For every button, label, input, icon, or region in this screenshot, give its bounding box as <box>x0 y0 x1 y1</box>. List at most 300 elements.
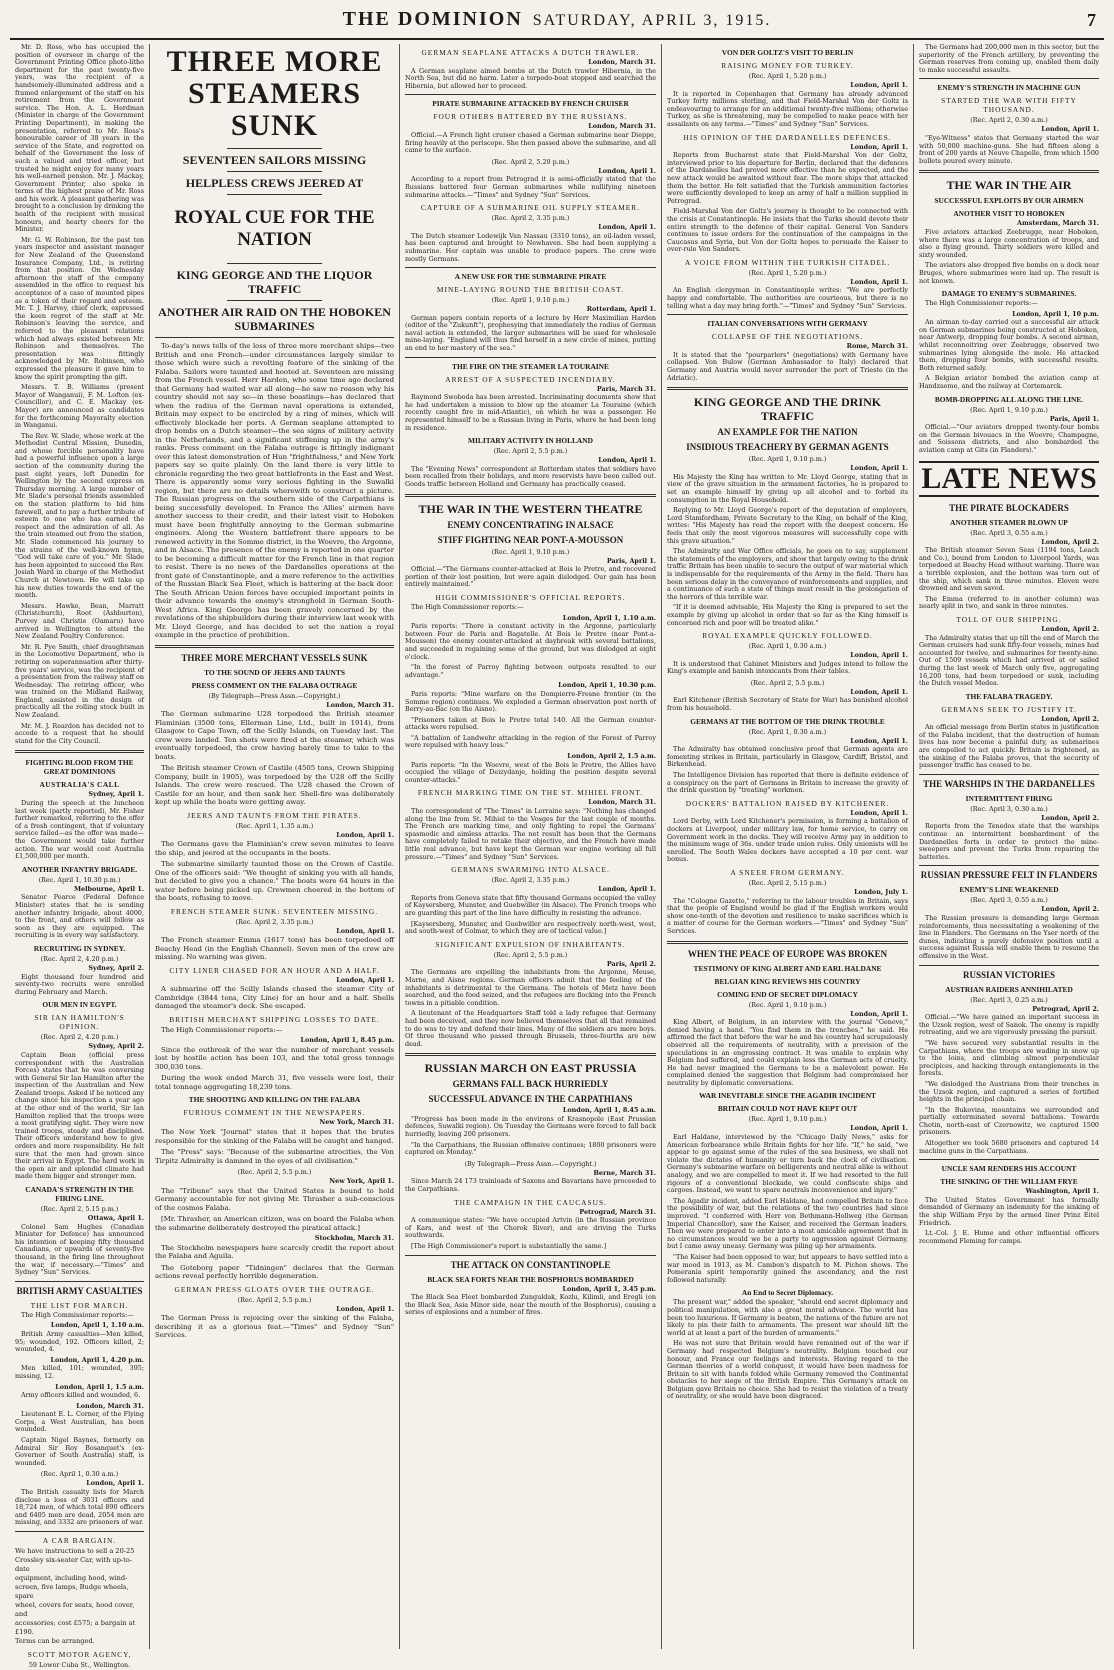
received-line: (Rec. April 1, 9.10 p.m.) <box>970 405 1048 414</box>
paragraph: His Majesty the King has written to Mr. Lloyd George, stating that in view of the grave situation in the armament factories, he is prepared to set an example himself by giving up all alcohol and to forbid its consumption in the Royal Household. <box>667 472 908 504</box>
paragraph: Mr. R. Pye Smith, chief draughtsman in the Locomotive Department, who is retiring on superannuation after thirty-five years' service, was the recipient of a presentation from the railway staff on Wednesday. The retiring officer, who was trained on the Midland Railway, England, assisted in the design of practically all the rolling stock built in New Zealand. <box>15 642 144 720</box>
paragraph: Mr. D. Ross, who has occupied the position of overseer in charge of the Government Printing Office photo-litho department for the past twenty-five years, was the recipient of a handsomely-illuminated address and a framed enlargement of the staff on his retirement from the Government service. The Hon. A. L. Herdman (Minister in charge of the Government Printing Department), in making the presentation, referred to Mr. Ross's honourable career of 38 years in the service of the State, and regretted on behalf of the Government the loss of such a valued and tried officer, but trusted he might enjoy for many years his well-earned pension. Mr. J. Mackay, Government Printer, also spoke in terms of the highest praise of Mr. Ross and his work. A pleasant gathering was brought to a conclusion by drinking the health of the recipient with musical honours, and hearty cheers for the Minister. <box>15 43 144 234</box>
paragraph: The French steamer Emma (1617 tons) has been torpedoed off Beachy Head (in the English Channel). Seven men of the crew are missing. No warning was given. <box>155 936 394 962</box>
paragraph: Army officers killed and wounded, 6. <box>21 1391 141 1400</box>
received-line: (Rec. April 2, 4.20 p.m.) <box>40 954 119 963</box>
dateline: London, April 2. <box>1041 813 1099 822</box>
dateline: London, April 1. <box>850 142 908 151</box>
subheadline: SIR IAN HAMILTON'S OPINION. <box>34 1013 125 1032</box>
paragraph: He was not sure that Britain would have remained out of the war if Germany had respected Belgium's neutrality. Belgium touched our honour, and France our feelings and interests. Having regard to the German theories of a world conquest, it would have been madness for Britain to sit with hands folded while Germany removed the Continental obstacles to her siege of the British Empire. This Germany's attack on Belgium gave Britain no choice. She had to resist the violation of a treaty of neutrality, or she would have been disgraced. <box>667 1339 908 1401</box>
paragraph: The aviators also dropped five bombs on a dock near Bruges, where submarines were laid up. The result is not known. <box>919 261 1099 285</box>
dateline: Ottawa, April 1. <box>87 1214 144 1222</box>
paragraph: Paris reports: "In the Woevre, west of the Bois le Pretre, the Allies have occupied the village of Deizydanje, holding the position despite several counter-attacks." <box>405 760 656 784</box>
dateline: London, April 1. <box>598 885 656 894</box>
deck-headline: ANOTHER AIR RAID ON THE HOBOKEN SUBMARINES <box>158 305 391 333</box>
subheadline: FOUR OTHERS BATTERED BY THE RUSSIANS. <box>433 112 628 122</box>
paragraph: Lieutenant E. L. Corner, of the Flying Corps, a West Australian, has been wounded. <box>15 1410 144 1434</box>
dateline: London, April 2. <box>1041 714 1099 723</box>
paragraph: Mr. M. J. Reardon has decided not to accede to a request that he should stand for the City Council. <box>15 721 144 745</box>
paragraph: The Russian pressure is demanding large German reinforcements, thus necessitating a weakening of the line in Flanders. The Germans on the Yser north of the dunes, indicating a purely defensive position until a success against Russia will enable them to resume the offensive in the West. <box>919 914 1099 960</box>
subheadline: ROYAL EXAMPLE QUICKLY FOLLOWED. <box>702 631 873 641</box>
credit-line: (By Telegraph—Press Assn.—Copyright.) <box>464 1159 597 1168</box>
subheadline: GERMAN SEAPLANE ATTACKS A DUTCH TRAWLER. <box>421 48 640 57</box>
paragraph: King Albert, of Belgium, in an interview with the journal "Geneve," denied having a hand. "You find them in the trenches," he said. He affirmed the fact that before the war he and his country had scrupulously observed all the requirements of neutrality, with a prevision of the speculations in an engrossing contract. It was unable to explain why Belgium had suffered, and could explain less the German acts of cruelty. He had never imagined the Germans to be a malevolent power. He complained denied the suggestion that Belgium had compromised her neutrality by diplomatic conversations. <box>667 1018 908 1087</box>
paragraph: "Progress has been made in the environs of Krasnopole (East Prussian defences, Suwalki region). On Tuesday the Germans were forced to fall back hurriedly, leaving 200 prisoners. <box>405 1114 656 1139</box>
column-3 <box>400 44 662 1649</box>
dateline: London, April 1. <box>850 651 908 660</box>
received-line: (Rec. April 1, 5.20 p.m.) <box>748 268 827 277</box>
ad-line: screen, five lamps, Budge wheels, spare <box>15 1583 129 1600</box>
dateline: London, April 1, 10 p.m. <box>1012 309 1099 318</box>
headline: RUSSIAN VICTORIES <box>963 969 1055 980</box>
subheadline: JEERS AND TAUNTS FROM THE PIRATES. <box>187 810 362 820</box>
dateline: Amsterdam, March 31. <box>1017 219 1099 228</box>
headline: KING GEORGE AND THE DRINK TRAFFIC <box>693 395 882 424</box>
subheadline: STARTED THE WAR WITH FIFTY THOUSAND. <box>941 96 1077 115</box>
received-line: (Rec. April 1, 0.30 a.m.) <box>40 1470 119 1479</box>
dateline: London, April 2. <box>1041 905 1099 914</box>
received-line: (Rec. April 2, 5.5 p.m.) <box>237 1168 312 1177</box>
subheadline: TOLL OF OUR SHIPPING. <box>956 614 1062 624</box>
paragraph: Men killed, 101; wounded, 395; missing, 12. <box>15 1364 144 1380</box>
subheadline: MINE-LAYING ROUND THE BRITISH COAST. <box>436 285 625 295</box>
subheadline: PRESS COMMENT ON THE FALABA OUTRAGE <box>191 680 358 690</box>
paragraph: Messrs. T. B. Williams (present Mayor of Wanganui), F. M. Lofton (ex-Councillor), and C. E. Mackay (ex-Mayor) are announced as candidates for the forthcoming Mayoralty election in Wanganui. <box>15 383 144 430</box>
paragraph: Earl Haldane, interviewed by the "Chicago Daily News," asks for American forbearance while Britain fights for her life. "If," he said, "we appear to go against some of the rules of the sea business, we shall not violate the dictates of humanity or turn back the clock of civilisation. Germany's submarine warfare on belligerents and neutral alike is without analogy, and we are compelled to meet it. If we had resorted to the full rigours of a conventional blockade, we could confiscate ships and cargoes. Instead, we want to spare neutrals inconvenience and injury." <box>667 1133 908 1195</box>
paragraph: During the week ended March 31, five vessels were lost, their total tonnage aggregating 18,239 tons. <box>155 1074 394 1091</box>
received-line: (Rec. April 1, 9.10 p.m.) <box>491 296 570 305</box>
dateline: Stockholm, March 31. <box>314 1234 394 1243</box>
dateline: London, April 1, 10.30 p.m. <box>558 681 656 690</box>
paragraph: It is stated that the "pourparlers" (negotiations) with Germany have collapsed. Von Bulow (German Ambassador to Italy) declared that Germany and Austria would never surrender the port of Trieste (in the Adriatic). <box>667 350 908 382</box>
paragraph: The High Commissioner reports:— <box>161 1025 283 1034</box>
subheadline: BRITAIN COULD NOT HAVE KEPT OUT <box>717 1104 858 1114</box>
paragraph: During the speech at the luncheon last week (partly reported), Mr. Fisher further remarked, referring to the offer of a fresh contingent, that if voluntary service failed—as the offer was made—the Government would take further action. The war would cost Australia £1,500,000 per month. <box>15 799 144 861</box>
paragraph: "We dislodged the Austrians from their trenches in the Uzsok region, and captured a series of fortified heights in the principal chain. <box>919 1079 1099 1104</box>
subheadline: HIS OPINION OF THE DARDANELLES DEFENCES. <box>683 132 892 142</box>
summary-paragraph: To-day's news tells of the loss of three more merchant ships—two British and one French—under circumstances largely similar to those which were such a revolting feature of the sinking of the Falaba. Sailors were taunted and hooted at. Seventeen are missing from the French vessel. Herr Harden, who some time ago declared that Germany had waited war all along—he saw no reason why his country should not say so—in these boastings—has declared that when the radius of the German naval operations is extended, Britain may expect to be encircled by a ring of mines, which will effectively blockade her ports. A German seaplane attempted to drop bombs on a Dutch steamer—the sea signs of military activity in the Netherlands, and a significant stiffening up in the army's ranks. Press comment on the Falaba outrage is fittingly indignant over this latest demonstration of Hun "frightfulness," and New York papers say so quite plainly. On the land there is very little to chronicle regarding the two great battlefronts in the East and West. There is apparently some very serious fighting in the Suwalki region, but there are no details wherewith to construct a picture. The Russian progress on the southern side of the Carpathians is being successfully developed. In France the Allies' airmen have another success to their credit, and their latest visit to Hoboken must have been frightfully annoying to the German submarine engineers. Along the Western battlefront there appears to be renewed activity in the Somme district, in the Woevre, the Argonne, and in Alsace. The presence of the enemy is reported in one quarter to be becoming a difficult matter for the French line in that region to resist. There is no news of the Dardanelles operations at the front gate of Constantinople, and a mere reference to the activities of the Russian Black Sea Fleet, which is battering at the back door. The South African Union forces have occupied important points in their advance towards the enemy's stronghold in German South-West Africa. King George has been gravely concerned by the revelations of the shipbuilders during their interview last week with Mr. Lloyd George, and has decided to set the nation a royal example in the practice of prohibition. <box>155 342 394 639</box>
masthead-title: THE DOMINION <box>342 8 523 30</box>
subheadline: AUSTRIAN RAIDERS ANNIHILATED <box>945 984 1073 994</box>
paragraph: The German Press is rejoicing over the sinking of the Falaba, describing it as a glorious feat.—"Times" and Sydney "Sun" Services. <box>155 1314 394 1340</box>
headline: ENEMY'S STRENGTH IN MACHINE GUN <box>937 83 1081 93</box>
received-line: (Rec. April 2, 3.35 p.m.) <box>491 214 570 223</box>
paragraph: The "Tribune" says that the United States is bound to hold Germany accountable for not giving Mr. Thrasher a sub-conscious of the cosmos Falaba. <box>155 1186 394 1212</box>
paragraph: "In the Bukovina, mountains we surrounded and partially exterminated several battalions. Towards Chotin, north-east of Czernowitz, we captured 1500 prisoners. <box>919 1105 1099 1137</box>
column-1 <box>10 43 150 1669</box>
column-4 <box>662 44 914 1649</box>
ad-line: Terms can be arranged. <box>15 1637 95 1645</box>
headline: FIGHTING BLOOD FROM THE GREAT DOMINIONS <box>25 758 134 777</box>
paragraph: Colonel Sam Hughes (Canadian Minister for Defence) has announced his intention of keeping fifty thousand Canadians, or upwards of seventy-five thousand, in the firing line throughout the war, if necessary.—"Times" and Sydney "Sun" Services. <box>15 1222 144 1277</box>
dateline: London, April 1. <box>850 1124 908 1133</box>
subheadline: THE CAMPAIGN IN THE CAUCASUS. <box>454 1197 607 1207</box>
received-line: (Rec. April 1, 9.10 p.m.) <box>748 1115 827 1124</box>
paragraph: An English clergyman in Constantinople writes: "We are perfectly happy and comfortable. The authorities are courteous, but there is no telling what a day may bring forth."—"Times" and Sydney "Sun" Services. <box>667 286 908 310</box>
paragraph: Senator Pearce (Federal Defence Minister) states that he is sending another infantry brigade, about 4000, to the front, and others will follow as soon as they are equipped. The recruiting is in every way satisfactory. <box>15 893 144 940</box>
classified-ad <box>15 1536 144 1670</box>
paragraph: According to a report from Petrograd it is semi-officially stated that the Russians battered four German submarines while nullifying nineteen submarine attacks.—"Times" and Sydney "Sun" Services. <box>405 175 656 199</box>
paragraph: Reports from the Tenedos state that the warships continue an intermittent bombardment of the Dardanelles forts in order to protect the mine-sweepers and prevent the Turks from repairing the batteries. <box>919 822 1099 861</box>
headline: VON DER GOLTZ'S VISIT TO BERLIN <box>721 48 854 57</box>
subheadline: FRENCH MARKING TIME ON THE ST. MIHIEL FRONT. <box>417 788 644 798</box>
dateline: New York, April 1. <box>329 1177 394 1186</box>
dateline: London, April 1, 1.10 a.m. <box>562 613 656 622</box>
paragraph: Since the outbreak of the war the number of merchant vessels lost by hostile action has been 103, and the total gross tonnage 300,030 tons. <box>155 1045 394 1071</box>
subheadline: INTERMITTENT FIRING <box>965 793 1053 803</box>
received-line: (Rec. April 2, 5.5 p.m.) <box>237 1295 312 1304</box>
paragraph: The "Press" says: "Because of the submarine atrocities, the Von Tirpitz Admiralty is damned in the eyes of all civilisation." <box>155 1148 394 1165</box>
subheadline: TO THE SOUND OF JEERS AND TAUNTS <box>204 667 345 677</box>
subheadline: A VOICE FROM WITHIN THE TURKISH CITADEL. <box>684 257 891 267</box>
subheadline: ANOTHER INFANTRY BRIGADE. <box>21 864 138 874</box>
paragraph: A communique states: "We have occupied Artvin (in the Russian province of Kars, and west of the Chorok River), and are driving the Turks southwards. <box>405 1216 656 1240</box>
paragraph: Captain Nigel Baynes, formerly on Admiral Sir Roy Bosanquet's (ex-Governor of South Australia) staff, is wounded. <box>15 1436 144 1467</box>
paragraph: Messrs. Hawke, Bean, Marratt (Christchurch), Root (Ashburton), Purvey and Christie (Oamaru) have arrived in Wellington to attend the New Zealand Poultry Conference. <box>15 601 144 641</box>
received-line: (Rec. April 1, 1.35 a.m.) <box>235 821 314 830</box>
column-2 <box>150 44 400 1649</box>
paragraph: "In the forest of Parroy fighting between outposts resulted to our advantage." <box>405 663 656 679</box>
deck-headline: SEVENTEEN SAILORS MISSING <box>182 153 367 167</box>
received-line: (Rec. April 2, 5.5 p.m.) <box>493 447 568 456</box>
dateline: London, April 1. <box>850 687 908 696</box>
paragraph: It is understood that Cabinet Ministers and Judges intend to follow the King's example and banish intoxicants from their tables. <box>667 659 908 676</box>
paragraph: Paris reports: "There is constant activity in the Argonne, particularly between Four de Paris and Bagatelle. At Bois le Pretre (near Pont-a-Mousson) the enemy counter-attacked at daybreak with several battalions, and succeeded in regaining some of the ground, but was dislodged at eight o'clock. <box>405 622 656 661</box>
paragraph: The Agadir incident, added Earl Haldane, had compelled Britain to face the possibility of war, but the relations of the two countries had since improved. "I conferred with Herr von Bethmann-Hollweg (the German Imperial Chancellor), saw the Kaiser, and received the German leaders. Then we were prepared to enter into a most amicable agreement that in no circumstances would we be a party to aggression against Germany, but I came away uneasy. Germany was piling up her armaments. <box>667 1196 908 1251</box>
subheadline: RAISING MONEY FOR TURKEY. <box>721 61 854 70</box>
paragraph: Captain Bean (official press correspondent with the Australian Forces) states that he was conversing with General Sir Ian Hamilton after the inspection of the Australian and New Zealand troops. Asked if he noticed any change since his inspection a year ago at the other end of the world, Sir Ian Hamilton replied that the troops were a most gratifying sight. They were now trained troops, steady and disciplined. Their officers understand how to give orders and more responsibility. He felt sure that the men had grown since their arrival in Egypt. The hard work in the open air and splendid climate had made them bigger and stronger men. <box>15 1050 144 1181</box>
subheadline: BOMB-DROPPING ALL ALONG THE LINE. <box>934 394 1084 404</box>
subheadline: ANOTHER STEAMER BLOWN UP <box>950 517 1068 527</box>
subheadline: DOCKERS' BATTALION RAISED BY KITCHENER. <box>685 798 890 808</box>
subheadline: OUR MEN IN EGYPT. <box>42 1000 117 1010</box>
received-line: (Rec. April 2, 0.30 a.m.) <box>970 116 1048 125</box>
paragraph: German papers contain reports of a lecture by Herr Maximilian Harden (editor of the "Zukunft"), prophesying that immediately the radius of German naval action is extended, the larger submarines will be used for wholesale mine-laying. "England will thus find herself in a new circle of mines, putting an end to her mastery of the sea." <box>405 313 656 353</box>
subheadline: FURIOUS COMMENT IN THE NEWSPAPERS. <box>183 1108 366 1118</box>
paragraph: The Emma (referred to in another column) was nearly split in two, and sank in three minutes. <box>919 594 1099 611</box>
paragraph: "A battalion of Landwehr attacking in the region of the Forest of Parroy were repulsed with heavy loss." <box>405 733 656 750</box>
paragraph: Lord Derby, with Lord Kitchener's permission, is forming a battalion of dockers at Liverpool, under military law, for home service, to carry on Government work in the docks. They will receive Army pay in addition to the minimum wage of 36s. under trade union rules. Only unionists will be enrolled. The South Wales dockers have accepted a 10 per cent. war bonus. <box>667 817 908 864</box>
ad-line: wheel, covers for seats, hood cover, and <box>15 1601 135 1618</box>
paragraph: Official.—"Our aviators dropped twenty-four bombs on the German bivouacs in the Woevre, Champagne, and Soissons districts, and also bombarded the aviation camp at Gits (in Flanders)." <box>919 423 1099 454</box>
dateline: London, April 1. <box>336 975 394 984</box>
late-news-banner: LATE NEWS <box>919 461 1099 497</box>
headline: THE ATTACK ON CONSTANTINOPLE <box>450 1259 611 1270</box>
received-line: (Rec. April 2, 3.35 p.m.) <box>235 917 314 926</box>
paragraph: The "Evening News" correspondent at Rotterdam states that soldiers have been recalled from their holidays, and more reservists have been called out. Goods traffic between Holland and Germany has practically ceased. <box>405 464 656 488</box>
dateline: London, April 1, 1.5 a.m. <box>55 1382 144 1391</box>
ad-address: 59 Lower Cuba St., Wellington. <box>28 1661 131 1669</box>
dateline: London, July 1. <box>854 887 908 896</box>
subheadline: BLACK SEA FORTS NEAR THE BOSPHORUS BOMBARDED <box>427 1274 634 1284</box>
paragraph: Mr. G. W. Robinson, for the past ten years inspector and assistant manager for New Zealand of the Queensland Insurance Company, Ltd., is retiring from that position. On Wednesday afternoon the staff of the company assembled in the office to request his acceptance of a case of mounted pipes as a token of their regard and esteem. Mr. T. J. Harvey, chief clerk, expressed the keen regret of the staff at Mr. Robinson's leaving the service, and referred to the pleasant relations which had always existed between Mr. Robinson and themselves. The presentation was fittingly acknowledged by Mr. Robinson, who expressed the pleasure it gave him to know the spirit prompting the gift. <box>15 235 144 381</box>
paragraph: Since March 24 173 trainloads of Saxons and Bavarians have proceeded to the Carpathians. <box>405 1177 656 1194</box>
dateline: London, April 2. <box>1041 537 1099 546</box>
dateline: London, April 2, 1.5 a.m. <box>567 752 656 761</box>
subheadline: SUCCESSFUL ADVANCE IN THE CARPATHIANS <box>428 1094 633 1105</box>
paragraph: A lieutenant of the Headquarters Staff told a lady refugee that Germany had been deceived, and they now believed themselves that all that remained to do was to try and defend their lines. Many of the soldiers are mere boys. Of three thousand who passed through Brussels, three-fourths are now dead. <box>405 1009 656 1048</box>
dateline: London, April 1. <box>850 808 908 817</box>
subheadline: BELGIAN KING REVIEWS HIS COUNTRY <box>714 976 861 986</box>
headline: WHEN THE PEACE OF EUROPE WAS BROKEN <box>687 948 888 959</box>
subheadline: GERMANS FALL BACK HURRIEDLY <box>452 1079 609 1090</box>
ad-line: Crossley six-seater Car, with up-to-date <box>15 1556 132 1573</box>
paragraph: "If it is deemed advisable, His Majesty the King is prepared to set the example by giving up alcohol in order that so far as the King himself is concerned rich and poor will be treated alike." <box>667 603 908 627</box>
received-line: (Rec. April 1, 0.30 a.m.) <box>748 642 827 651</box>
dateline: London, April 1. <box>86 1479 144 1488</box>
received-line: (Rec. April 2, 5.15 p.m.) <box>40 1205 119 1213</box>
subheadline: COMING END OF SECRET DIPLOMACY <box>717 989 858 999</box>
paragraph: The Intelligence Division has reported that there is definite evidence of a conspiracy on the part of Germans in Britain to increase the gravity of the drink question by "treating" workmen. <box>667 771 908 795</box>
paragraph: The Stockholm newspapers here scarcely credit the report about the Falaba and Aguila. <box>155 1243 394 1261</box>
paragraph: The Goteborg paper "Tidningen" declares that the German actions reveal perfectly horrible degeneration. <box>155 1263 394 1281</box>
received-line: (Rec. April 3, 0.55 a.m.) <box>970 896 1048 905</box>
paragraph: Paris reports: "Mine warfare on the Dompierre-Fresne frontier (in the Somme region) continues. We exploded a German observation post north of Berry-au-Bac (on the Aisne). <box>405 689 656 714</box>
ad-line: We have instructions to sell a 20-25 <box>15 1547 135 1555</box>
paragraph: Reports from Geneva state that fifty thousand Germans occupied the valley of Kaysersberg, Munster, and Guebwiller (in Alsace). The French troops who are guarding this part of the line have difficulty in resisting the advance. <box>405 893 656 917</box>
dateline: London, April 1. <box>598 166 656 175</box>
subheadline: RECRUITING IN SYDNEY. <box>33 943 126 953</box>
paragraph: The British steamer Crown of Castile (4505 tons, Crown Shipping Company, built in 1905), was torpedoed by the U28 off the Scilly Islands. The crew were rescued. The U28 chased the Crown of Castile for an hour, and then sank her. Shell-fire was deliberately kept up while the boats were getting away. <box>155 764 394 807</box>
subheadline: SIGNIFICANT EXPULSION OF INHABITANTS. <box>435 939 626 949</box>
subheadline: GERMANS SEEK TO JUSTIFY IT. <box>941 704 1077 714</box>
subheadline: GERMAN PRESS GLOATS OVER THE OUTRAGE. <box>174 1284 375 1294</box>
paragraph: British Army casualties—Men killed, 95; wounded, 192. Officers killed, 2; wounded, 4. <box>15 1329 144 1354</box>
received-line: (Rec. April 2, 5.15 p.m.) <box>748 878 827 887</box>
deck-headline: KING GEORGE AND THE LIQUOR TRAFFIC <box>176 268 373 296</box>
paragraph: Replying to Mr. Lloyd George's report of the deputation of employers, Lord Stamfordham, Private Secretary to the King, on behalf of the King, writes: "His Majesty has read the report with the deepest concern. He feels that only the most vigorous measures will successfully cope with this grave situation." <box>667 506 908 545</box>
headline: THE PIRATE BLOCKADERS <box>949 502 1069 513</box>
paragraph: The United States Government has formally demanded of Germany an indemnity for the sinking of the ship William Frye by the armed liner Prinz Eitel Friedrich. <box>919 1195 1099 1227</box>
paragraph: The British steamer Seven Seas (1194 tons, Leach and Co.), bound from London to Liverpool Yards, was torpedoed at Beachy Head without warning. There was a terrible explosion, and the bottom was torn out of the ship, which sank in three minutes. Eleven were drowned and seven saved. <box>919 546 1099 593</box>
subheadline: ENEMY CONCENTRATING IN ALSACE <box>447 519 614 530</box>
paragraph: The Germans are expelling the inhabitants from the Argonne, Meuse, Marne, and Aisne regions. German officers admit that the feeling of the inhabitants is detrimental to the Germans. The hotels of Metz have been searched, and the food seized, and the refugees are flocking into the French towns in a pitiable condition. <box>405 968 656 1007</box>
dateline: Sydney, April 1. <box>88 790 144 799</box>
paragraph: "We have secured very substantial results in the Carpathians, where the troops are wading in snow up to the loins, and climbing almost perpendicular precipices, and hacking through entanglements in the forests. <box>919 1038 1099 1078</box>
paragraph: The submarine similarly taunted those on the Crown of Castile. One of the officers said: "We thought of sinking you with all hands, but decided to give you a chance." The boats were 64 hours in the water before being picked up. Crewmen cheered in the bottom of the boats, refusing to move. <box>155 860 394 903</box>
subheadline: TESTIMONY OF KING ALBERT AND EARL HALDANE <box>693 963 882 973</box>
paragraph: The Admiralty has obtained conclusive proof that German agents are fomenting strikes in Britain, particularly in Glasgow, Cardiff, Bristol, and Birkenhead. <box>667 745 908 769</box>
paragraph: The High Commissioner reports:— <box>21 1310 134 1319</box>
subheadline: DAMAGE TO ENEMY'S SUBMARINES. <box>941 289 1077 299</box>
subheadline: AN EXAMPLE FOR THE NATION <box>717 427 858 438</box>
paragraph: The British casualty lists for March disclose a loss of 3031 officers and 18,724 men, of which total 890 officers and 6405 men are dead, 2054 men are missing, and 3332 are prisoners of war. <box>15 1488 144 1527</box>
paragraph: [Kaysersberg, Munster, and Guebwiller are respectively north-west, west, and south-west of Colmar, to which they are of tactical value.] <box>405 919 656 936</box>
credit-line: (By Telegraph—Press Assn.—Copyright.) <box>208 691 341 700</box>
paragraph: The High Commissioner reports:— <box>925 299 1038 308</box>
dateline: London, March 31. <box>326 700 394 709</box>
subheadline: CANADA'S STRENGTH IN THE FIRING LINE. <box>25 1185 134 1203</box>
dateline: London, March 31. <box>76 1401 144 1410</box>
paragraph: "The Kaiser had been opposed to war, but appears to have settled into a war mood in 1913, as M. Cambon's dispatch to M. Pichon shows. The Pomerania spirit temporarily gained the ascendancy, and the rest followed naturally. <box>667 1252 908 1284</box>
dateline: London, April 1. <box>598 223 656 232</box>
received-line: (Rec. April 2, 4.20 p.m.) <box>40 1033 119 1042</box>
paragraph: Official.—"We have gained an important success in the Uzsok region, west of Sanok. The enemy is rapidly retreating, and we are vigorously pressing the pursuit. <box>919 1013 1099 1037</box>
dateline: London, April 1. <box>1041 125 1099 134</box>
headline: THE FALABA TRAGEDY. <box>965 691 1053 701</box>
headline: RUSSIAN MARCH ON EAST PRUSSIA <box>424 1061 637 1076</box>
masthead <box>10 8 1104 40</box>
dateline: Sydney, April 2. <box>88 963 144 972</box>
received-line: (Rec. April 3, 0.25 a.m.) <box>970 995 1048 1004</box>
paragraph: Eight thousand four hundred and seventy-two recruits were enrolled during February and March. <box>15 972 144 996</box>
paragraph: The Germans gave the Flaminian's crew seven minutes to leave the ship, and jeered at the occupants in the boats. <box>155 840 394 857</box>
dateline: Paris, April 1. <box>606 556 656 565</box>
ad-firm: SCOTT MOTOR AGENCY, <box>27 1650 132 1659</box>
received-line: (Rec. April 2, 3.35 p.m.) <box>491 876 570 885</box>
dateline: Paris, April 2. <box>606 959 656 968</box>
dateline: London, March 31. <box>588 122 656 131</box>
paragraph: The German submarine U28 torpedoed the British steamer Flaminian (3500 tons, Ellerman Line, Ltd., built in 1914), from Glasgow to Cape Town, off the Scilly Islands, on Tuesday last. The crew were landed. Ten shots were fired at the steamer, which was eventually torpedoed, the crew having barely time to take to the boats. <box>155 710 394 761</box>
paragraph: A German seaplane aimed bombs at the Dutch trawler Hibernia, in the North Sea, but did no harm. Later a torpedo-boat stopped and searched the Hibernia, but allowed her to proceed. <box>405 66 656 90</box>
received-line: (Rec. April 3, 0.55 a.m.) <box>970 528 1048 537</box>
paragraph: Altogether we took 5680 prisoners and captured 14 machine guns in the Carpathians. <box>919 1139 1099 1155</box>
main-headline: THREE MORE STEAMERS SUNK <box>166 45 383 142</box>
paragraph: The "Cologne Gazette," referring to the labour troubles in Britain, says that the people of England would be glad if the English workers would show one-tenth of the devotion and resilience to make sacrifices which is a matter of course for the German workers.—"Times" and Sydney "Sun" Services. <box>667 896 908 935</box>
received-line: (Rec. April 2, 5.20 p.m.) <box>491 157 570 166</box>
received-line: (Rec. April 1, 9.10 p.m.) <box>748 1000 827 1009</box>
subheadline: WAR INEVITABLE SINCE THE AGADIR INCIDENT <box>699 1091 876 1101</box>
headline: THE SHOOTING AND KILLING ON THE FALABA <box>188 1095 361 1105</box>
received-line: (Rec. April 1, 10.30 p.m.) <box>38 875 121 884</box>
ad-line: equipment, including hood, wind- <box>15 1574 128 1582</box>
column-5 <box>914 44 1104 1649</box>
subheadline: HIGH COMMISSIONER'S OFFICIAL REPORTS. <box>435 592 626 602</box>
dateline: London, April 1. <box>336 926 394 935</box>
paragraph: Field-Marshal Von der Goltz's journey is thought to be connected with the crisis at Constantinople. He insists that the Turks should devote their entire strength to the defence of their capital. General Von Sanders continues to issue orders for the continuation of the campaigns in the Caucasus and Syria, but Von der Goltz hopes to persuade the Kaiser to over-rule Von Sanders. <box>667 207 908 254</box>
paragraph: Official.—A French light cruiser chased a German submarine near Dieppe, firing heavily at the periscope. She then passed above the submarine, and all came to the surface. <box>405 130 656 155</box>
dateline: Melbourne, April 1. <box>73 884 144 893</box>
paragraph: The Rev. W. Slade, whose work at the Methodist Central Mission, Dunedin, and whose forcible personality have had a powerful influence upon a large section of the community during the past eight years, left Dunedin for Wellington by the second express on Thursday morning. A large number of Mr. Slade's personal friends assembled on the station platform to bid him farewell, and to pay a further tribute of esteem to one who has earned the respect and the admiration of all. As the train steamed out from the station, Mr. Slade commenced his journey to the strains of the well-known hymn, "God will take care of you." Mr. Slade has been appointed to succeed the Rev. Josiah Ward in charge of the Methodist Church at Newtown. He will take up his new duties towards the end of the month. <box>15 431 144 600</box>
headline: MILITARY ACTIVITY IN HOLLAND <box>468 436 593 446</box>
dateline: London, April 1. <box>336 1304 394 1313</box>
dateline: London, April 1, 4.20 p.m. <box>50 1355 144 1364</box>
dateline: London, April 1. <box>336 830 394 839</box>
subheadline: BRITISH MERCHANT SHIPPING LOSSES TO DATE. <box>169 1014 380 1024</box>
dateline: London, April 1. <box>850 1009 908 1018</box>
dateline: London, April 1, 8.45 a.m. <box>562 1106 656 1115</box>
dateline: London, March 31. <box>588 798 656 807</box>
dateline: Paris, March 31. <box>596 384 656 393</box>
subheadline: SUCCESSFUL EXPLOITS BY OUR AIRMEN <box>934 196 1084 206</box>
paragraph: Lt.-Col. J. E. Hume and other influential officers recommend Fleming for camps. <box>919 1229 1099 1245</box>
received-line: (Rec. April 1, 5.20 p.m.) <box>748 72 827 80</box>
paragraph: The New York "Journal" states that it hopes that the brutes responsible for the sinking of the Falaba will be caught and hanged. <box>155 1128 394 1145</box>
headline: GERMANS AT THE BOTTOM OF THE DRINK TROUBLE <box>690 716 885 726</box>
ad-line: accessories; cost £575; a bargain at £190. <box>15 1619 136 1636</box>
dateline: Petrograd, March 31. <box>579 1207 656 1216</box>
paragraph: Five aviators attacked Zeebrugge, near Hoboken, where there was a large concentration of troops, and also a flying ground. Thirty soldiers were killed and sixty wounded. <box>919 227 1099 259</box>
deck-headline: ROYAL CUE FOR THE NATION <box>174 207 375 250</box>
headline: BRITISH ARMY CASUALTIES <box>16 1285 143 1296</box>
dateline: London, April 1. <box>598 456 656 465</box>
headline: UNCLE SAM RENDERS HIS ACCOUNT <box>941 1164 1077 1174</box>
paragraph: The Admiralty and War Office officials, he goes on to say, supplement the statements of the employers, and show that largely owing to the drink traffic Britain has been unable to secure the output of war material which is indispensable for the requirements of the Army in the field. There has been serious delay in the conveyance of reinforcements and supplies, and a continuance of such a state of things must result in the prolongation of the horrors of this terrible war. <box>667 547 908 601</box>
ad-title: A CAR BARGAIN. <box>42 1536 117 1545</box>
subheadline: THE LIST FOR MARCH. <box>30 1300 129 1310</box>
headline: A NEW USE FOR THE SUBMARINE PIRATE <box>454 272 607 282</box>
subheadline: GERMANS SWARMING INTO ALSACE. <box>451 865 610 875</box>
paragraph: The present war," added the speaker, "should end secret diplomacy and political manipulation, with also a great moral advance. The world has been too luxurious. If Germany is beaten, the nations of the future are not likely to pin their faith to armaments. The present war should lift the world at at least a part of the burden of armaments." <box>667 1298 908 1337</box>
dateline: London, April 1, 8.45 p.m. <box>300 1036 394 1045</box>
paragraph: The Dutch steamer Lodewijk Van Nassau (3310 tons), an oil-laden vessel, has been captured and brought to Newhaven. She had been supplying a submarine. Her captain was unable to produce papers. The crew were mostly Germans. <box>405 231 656 263</box>
dateline: London, April 1. <box>850 81 908 89</box>
paragraph: "In the Carpathians, the Russian offensive continues; 1800 prisoners were captured on Monday." <box>405 1140 656 1157</box>
dateline: New York, March 31. <box>319 1118 394 1127</box>
dateline: London, April 1, 1.10 a.m. <box>50 1321 144 1330</box>
dateline: London, April 1. <box>850 464 908 473</box>
paragraph: Raymond Swoboda has been arrested. Incriminating documents show that he had undertaken a mission to blow up the steamer La Touraine (which recently caught fire in mid-Atlantic), on which he was a passenger. He represented himself to be a Russian living in Paris, where he had been long in residence. <box>405 393 656 432</box>
headline: THE WAR IN THE WESTERN THEATRE <box>418 501 643 516</box>
subheadline: ENEMY'S LINE WEAKENED <box>959 885 1059 895</box>
received-line: (Rec. April 1, 0.30 a.m.) <box>748 727 827 736</box>
paragraph: The Admiralty states that up till the end of March the German cruisers had sunk fifty-four vessels, mines had accounted for twelve, and submarines for twenty-nine. Out of 1509 vessels which had arrived at or sailed during the last week of March only five, aggregating 16,200 tons, had been torpedoed or sunk, including the Dutch vessel Medea. <box>919 633 1099 688</box>
subheadline: THE SINKING OF THE WILLIAM FRYE <box>940 1177 1078 1187</box>
subheadline: FRENCH STEAMER SUNK: SEVENTEEN MISSING. <box>170 906 379 916</box>
paragraph: The Black Sea Fleet bombarded Zunguldak, Kozlu, Kilimli, and Eregli (on the Black Sea, Asia Minor side, near the mouth of the Bosphorus), causing a series of explosions and a number of fires. <box>405 1293 656 1317</box>
dateline: London, April 1, 3.45 p.m. <box>562 1284 656 1293</box>
paragraph: [The High Commissioner's report is substantially the same.] <box>411 1242 607 1250</box>
received-line: (Rec. April 1, 9.10 p.m.) <box>491 547 570 556</box>
paragraph: The High Commissioner reports:— <box>411 602 524 611</box>
subheadline: CITY LINER CHASED FOR AN HOUR AND A HALF. <box>169 965 380 975</box>
dateline: Sydney, April 2. <box>88 1042 144 1051</box>
headline: THE WAR IN THE AIR <box>946 178 1072 193</box>
paragraph: Reports from Bucharest state that Field-Marshal Von der Goltz, interviewed prior to his departure for Berlin, declared that the defences of the Dardanelles had proved more effective than he expected, and the new attack would be awaited without fear. The more ships that attacked them the better. He felt satisfied that the Turkish ammunition factories were sufficiently developed to keep an army of half a million supplied in Petrograd. <box>667 151 908 205</box>
page-number: 7 <box>1087 10 1096 30</box>
subheadline: ANOTHER VISIT TO HOBOKEN <box>953 209 1065 219</box>
dateline: Berne, March 31. <box>593 1168 656 1177</box>
received-line: (Rec. April 1, 9.10 p.m.) <box>748 455 827 464</box>
subheadline: An End to Secret Diplomacy. <box>741 1288 834 1298</box>
deck-headline: HELPLESS CREWS JEERED AT <box>185 176 364 190</box>
headline: THE FIRE ON THE STEAMER LA TOURAINE <box>452 361 609 371</box>
headline: RUSSIAN PRESSURE FELT IN FLANDERS <box>920 870 1098 881</box>
received-line: (Rec. April 2, 5.5 p.m.) <box>493 950 568 959</box>
dateline: London, April 2. <box>1041 624 1099 633</box>
paragraph: [Mr. Thrasher, an American citizen, was on board the Falaba when the submarine deliberately destroyed the piratical attack.] <box>155 1215 394 1232</box>
subheadline: COLLAPSE OF THE NEGOTIATIONS. <box>711 332 864 342</box>
headline: THE WARSHIPS IN THE DARDANELLES <box>923 778 1095 789</box>
dateline: Petrograd, April 2. <box>1032 1004 1099 1013</box>
subheadline: CAPTURE OF A SUBMARINE OIL SUPPLY STEAMER. <box>420 203 641 213</box>
subheadline: AUSTRALIA'S CALL <box>39 780 120 790</box>
dateline: London, April 1. <box>850 736 908 745</box>
paragraph: The Germans had 200,000 men in this sector, but the superiority of the French artillery, by preventing the German reserves from coming up, enabled them daily to make successful assaults. <box>919 43 1099 74</box>
subheadline: INSIDIOUS TREACHERY BY GERMAN AGENTS <box>686 442 889 453</box>
paragraph: Earl Kitchener (British Secretary of State for War) has banished alcohol from his household. <box>667 696 908 713</box>
dateline: Washington, April 1. <box>1025 1187 1099 1196</box>
paragraph: The correspondent of "The Times" in Lorraine says: "Nothing has changed along the line from St. Mihiel to the Vosges for the last couple of months. The French are marking time, and only fighting to repel the Germans' spasmodic and aimless attacks. The net result has been that the Germans have completely failed to retake their objective, and the French have made little real advance, but have kept the German war engine working all full pressure.—"Times" and Sydney "Sun" Services. <box>405 807 656 861</box>
headline: THREE MORE MERCHANT VESSELS SUNK <box>181 652 368 663</box>
paragraph: A Belgian aviator bombed the aviation camp at Handzaeme, and the railway at Cortemarck. <box>919 374 1099 391</box>
paragraph: A submarine off the Scilly Islands chased the steamer City of Cambridge (3844 tons, City Line) for an hour and a half. Shells damaged the steamer's deck. She escaped. <box>155 985 394 1011</box>
received-line: (Rec. April 3, 0.30 a.m.) <box>970 804 1048 813</box>
paragraph: An official message from Berlin states in justification of the Falaba incident, that the destruction of human lives has now become a painful duty, as submarines are compelled to act quickly. Britain is frightened, as the sinking of the Falaba proves, that the security of passenger traffic has ceased to be. <box>919 723 1099 770</box>
paragraph: It is reported in Copenhagen that Germany has already advanced Turkey forty millions sterling, and that Field-Marshal Von der Goltz is endeavouring to arrange for an additional twenty-five millions; otherwise Turkey, as she is threatening, may be compelled to make peace with her assailants on any terms.—"Times" and Sydney "Sun" Services. <box>667 89 908 128</box>
subheadline: STIFF FIGHTING NEAR PONT-A-MOUSSON <box>437 534 624 545</box>
dateline: Rome, March 31. <box>846 342 908 351</box>
subheadline: A SNEER FROM GERMANY. <box>730 867 845 877</box>
dateline: London, April 1. <box>850 277 908 286</box>
paragraph: Official.—"The Germans counter-attacked at Bois le Pretre, and recovered portion of their lost position, but were again dislodged. Our gain has been entirely maintained." <box>405 565 656 589</box>
paragraph: "Eye-Witness" states that Germany started the war with 50,000 machine-guns. She had fifteen along a front of 200 yards at Neuve Chapelle, from which 1500 bullets poured every minute. <box>919 133 1099 165</box>
masthead-date: SATURDAY, APRIL 3, 1915. <box>532 12 772 29</box>
received-line: (Rec. April 2, 5.5 p.m.) <box>750 678 825 687</box>
paragraph: An airman to-day carried out a successful air attack on German submarines being constructed at Hoboken, near Antwerp, dropping four bombs. A second airman, whilst reconnoitring over Zeebrugge, observed two submarines lying alongside the mole. He attacked them, dropping four bombs, with successful results. Both returned safely. <box>919 318 1099 372</box>
paragraph: "Prisoners taken at Bois le Pretre total 140. All the German counter-attacks were repulsed. <box>405 715 656 732</box>
dateline: London, March 31. <box>588 58 656 66</box>
